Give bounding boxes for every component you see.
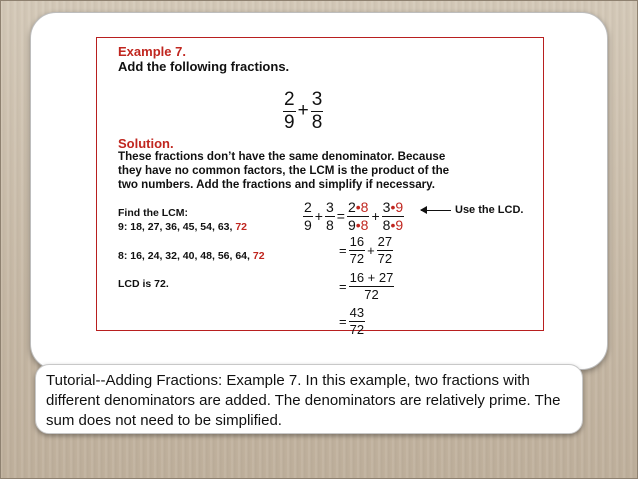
multiples-of-8-list: 8: 16, 24, 32, 40, 48, 56, 64,: [118, 250, 253, 262]
work-fraction-result: [349, 306, 365, 336]
multiples-of-9-list: 9: 18, 27, 36, 45, 54, 63,: [118, 221, 236, 233]
example-box: [96, 37, 544, 337]
work-fraction-27-72-den: 72: [377, 250, 393, 266]
multiples-of-8-lcm: 72: [252, 250, 265, 262]
work-line-3: [337, 271, 394, 301]
work-fraction-sum-num: 16 + 27: [349, 270, 394, 285]
work-plus-3: +: [367, 242, 375, 258]
multiples-of-9: [118, 221, 247, 233]
work-fraction-2-9-num: 2: [304, 199, 312, 215]
scaled-1-den-b: 8: [360, 216, 369, 233]
work-equals-3: =: [339, 278, 347, 294]
work-fraction-3-8-num: 3: [325, 199, 334, 215]
work-fraction-27-72: [377, 235, 393, 265]
scaled-2-num-b: 9: [395, 199, 404, 215]
work-fraction-3-8-den: 8: [325, 216, 334, 233]
work-fraction-result-num: 43: [349, 305, 365, 320]
work-fraction-2-9: [303, 200, 313, 232]
work-fraction-sum: [349, 271, 395, 301]
work-fraction-result-den: 72: [349, 321, 365, 337]
problem-fraction-1: [283, 90, 296, 133]
work-plus-2: +: [371, 208, 380, 225]
caption-text: Tutorial--Adding Fractions: Example 7. In this example, two fractions with different denominators are added. The denominators are relatively prime. The sum does not need to be simplified.: [46, 372, 561, 429]
work-fraction-3-8: [325, 200, 335, 232]
scaled-2-den-a: 8: [382, 216, 391, 233]
work-fraction-16-72: [349, 235, 365, 265]
work-fraction-2-9-den: 9: [304, 216, 312, 233]
solution-line-3: two numbers. Add the fractions and simplify if necessary.: [118, 178, 435, 191]
example-prompt: Add the following fractions.: [118, 59, 290, 74]
work-equals-2: =: [339, 242, 347, 258]
multiples-of-9-lcm: 72: [235, 221, 248, 233]
work-fraction-scaled-2: [382, 200, 405, 232]
work-fraction-16-72-num: 16: [349, 234, 365, 249]
work-line-4: [337, 306, 365, 336]
solution-heading: Solution.: [118, 136, 174, 151]
work-fraction-sum-den: 72: [364, 286, 379, 302]
problem-fraction-1-denominator: 9: [284, 111, 295, 133]
scaled-1-num-b: 8: [360, 199, 369, 215]
scaled-2-num-a: 3: [382, 199, 391, 215]
find-lcm-label: Find the LCM:: [118, 207, 188, 219]
work-line-1: [303, 200, 404, 232]
work-line-2: [337, 235, 393, 265]
work-fraction-16-72-den: 72: [349, 250, 365, 266]
solution-line-2: they have no common factors, the LCM is the product of the: [118, 164, 450, 177]
scaled-2-num-dot: •: [390, 199, 396, 215]
work-equals-1: =: [336, 208, 345, 225]
example-title: Example 7.: [118, 44, 186, 59]
caption-box: [35, 364, 583, 434]
problem-fraction-1-numerator: 2: [284, 89, 295, 110]
work-fraction-scaled-1-num: [347, 200, 370, 217]
arrow-left-icon: [421, 210, 451, 211]
lcd-statement: LCD is 72.: [118, 278, 169, 290]
scaled-1-den-dot: •: [355, 216, 361, 233]
work-equals-4: =: [339, 313, 347, 329]
use-lcd-label: Use the LCD.: [455, 204, 524, 216]
problem-fraction-2-denominator: 8: [311, 111, 323, 133]
problem-plus: +: [297, 100, 309, 122]
work-plus-1: +: [314, 208, 323, 225]
scaled-1-num-a: 2: [347, 199, 356, 215]
work-fraction-scaled-2-den: [382, 217, 405, 233]
scaled-2-den-b: 9: [395, 216, 404, 233]
work-fraction-27-72-num: 27: [377, 234, 393, 249]
solution-line-1: These fractions don’t have the same denominator. Because: [118, 150, 446, 163]
scaled-2-den-dot: •: [390, 216, 396, 233]
problem-expression: [283, 90, 323, 133]
work-fraction-scaled-2-num: [382, 200, 405, 217]
work-fraction-scaled-1-den: [347, 217, 370, 233]
work-fraction-scaled-1: [347, 200, 370, 232]
problem-fraction-2: [311, 90, 324, 133]
multiples-of-8: [118, 250, 265, 262]
scaled-1-num-dot: •: [355, 199, 361, 215]
scaled-1-den-a: 9: [347, 216, 356, 233]
problem-fraction-2-numerator: 3: [311, 89, 323, 110]
